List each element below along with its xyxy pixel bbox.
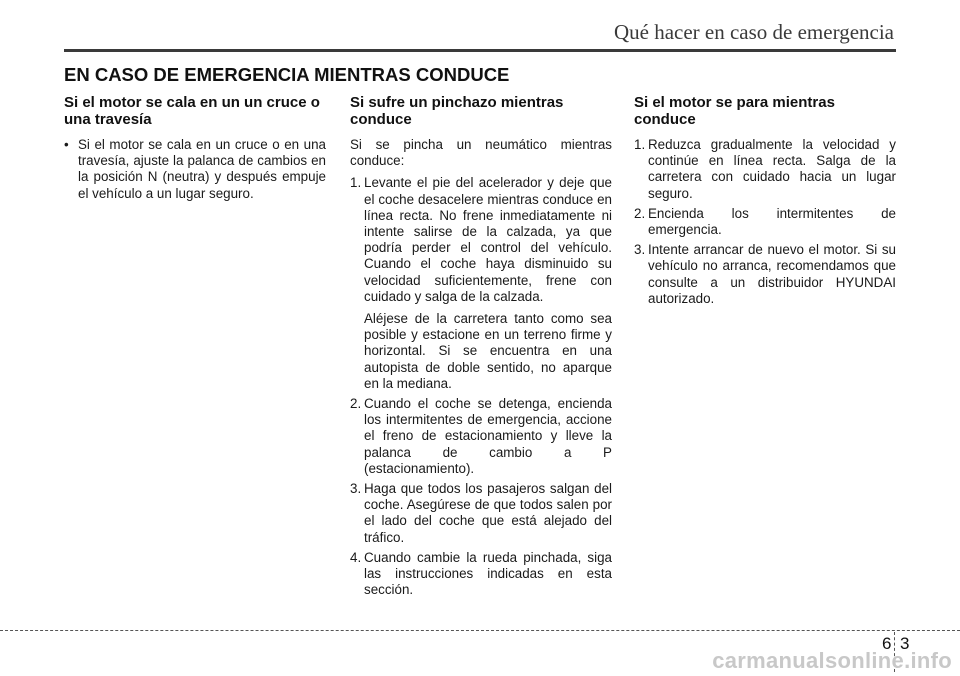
step-text: Levante el pie del acelerador y deje que el coche desacelere mientras conduce en línea recta. No frene inmediatamente ni intente salirse de la calzada, ya que podría perder el control del vehículo. Cuando el coche haya disminuido su velocidad suficientemente, frene con cuidado y salga de la calzada. xyxy=(364,175,612,304)
list-item xyxy=(634,242,896,307)
list-item xyxy=(350,550,612,599)
step-text: Reduzca gradualmente la velocidad y continúe en línea recta. Salga de la carretera con cuidado hacia un lugar seguro. xyxy=(648,137,896,201)
section-title: EN CASO DE EMERGENCIA MIENTRAS CONDUCE xyxy=(64,64,510,85)
watermark: carmanualsonline.info xyxy=(712,648,952,673)
list-item xyxy=(634,206,896,238)
col1-heading: Si el motor se cala en un un cruce o una travesía xyxy=(64,94,320,128)
step-extra-text: Aléjese de la carretera tanto como sea posible y estacione en un terreno firme y horizontal. Si se encuentra en una autopista de doble sentido, no aparque en la mediana. xyxy=(364,311,612,391)
step-number: 2. xyxy=(350,396,362,412)
step-number: 1. xyxy=(634,137,646,152)
step-text: Cuando cambie la rueda pinchada, siga las instrucciones indicadas en esta sección. xyxy=(364,549,612,598)
column-flat-tire xyxy=(350,94,612,602)
col1-bullet-list xyxy=(64,137,326,202)
step-number: 1. xyxy=(350,175,362,191)
step-number: 3. xyxy=(634,242,646,258)
running-header-title: Qué hacer en caso de emergencia xyxy=(613,20,894,44)
col2-heading: Si sufre un pinchazo mientras conduce xyxy=(350,94,564,128)
step-number: 2. xyxy=(634,205,646,221)
step-text: Cuando el coche se detenga, encienda los intermitentes de emergencia, accione el freno de estacionamiento y lleve la palanca de cambio a P (estacionamiento). xyxy=(364,396,612,476)
page-number: 3 xyxy=(900,634,910,653)
list-item xyxy=(64,137,326,202)
column-engine-stop-driving xyxy=(634,94,896,311)
footer-rule xyxy=(0,630,960,631)
col2-step-list xyxy=(350,175,612,598)
list-item xyxy=(350,175,612,392)
step-text: Encienda los intermitentes de emergencia. xyxy=(648,205,896,238)
chapter-number: 6 xyxy=(882,634,892,653)
col2-intro: Si se pincha un neumático mientras conduce: xyxy=(350,137,612,169)
step-number: 4. xyxy=(350,549,362,565)
list-item xyxy=(350,396,612,477)
step-text: Intente arrancar de nuevo el motor. Si su vehículo no arranca, recomendamos que consulte a un distribuidor HYUNDAI autorizado. xyxy=(648,242,896,306)
step-text: Haga que todos los pasajeros salgan del coche. Asegúrese de que todos salen por el lado del coche que está alejado del tráfico. xyxy=(364,481,612,545)
header-rule xyxy=(64,49,896,52)
list-item xyxy=(634,137,896,202)
step-number: 3. xyxy=(350,481,362,497)
col3-step-list xyxy=(634,137,896,307)
list-item xyxy=(350,481,612,546)
bullet-text: Si el motor se cala en un cruce o en una travesía, ajuste la palanca de cambios en la posición N (neutra) y después empuje el vehículo a un lugar seguro. xyxy=(78,137,326,201)
bullet-icon: • xyxy=(64,137,69,152)
col3-heading: Si el motor se para mientras conduce xyxy=(634,94,835,128)
column-engine-stall-crossing xyxy=(64,94,326,202)
